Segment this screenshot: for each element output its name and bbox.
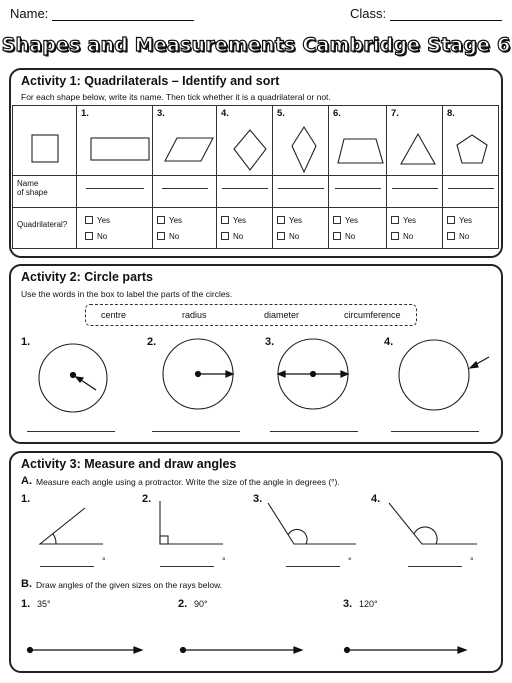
right-angle-mark [160,536,168,544]
triangle-shape [401,134,435,164]
circle-label-4: 4. [384,336,394,348]
square-shape [32,135,58,162]
circle-label-3: 3. [265,336,275,348]
circumference-arrowhead [470,362,478,368]
ray-arrowhead-2 [294,647,302,653]
shape-cell: 4. [217,106,273,176]
draw-label-2: 2. [178,598,188,610]
yes-checkbox[interactable]: Yes [447,214,494,226]
ray-arrowhead-3 [458,647,466,653]
word-radius: radius [182,310,207,320]
yes-checkbox[interactable]: Yes [391,214,438,226]
shape-cell: 1. [77,106,153,176]
angle-label-1: 1. [21,493,31,505]
parallelogram-shape [165,138,213,161]
circle-label-2: 2. [147,336,157,348]
diameter-arrowhead-right [341,371,348,377]
name-row-label: Name of shape [13,176,77,208]
rectangle-shape [91,138,149,160]
angle-1-arc [53,534,56,544]
angle-4 [389,503,477,544]
activity3-title: Activity 3: Measure and draw angles [21,457,237,471]
partA-instruction: Measure each angle using a protractor. Write the size of the angle in degrees (°). [36,477,340,487]
degree-1: ° [102,556,106,566]
angle-label-3: 3. [253,493,263,505]
pentagon-shape [457,135,487,163]
partB-instruction: Draw angles of the given sizes on the rays below. [36,580,223,590]
no-checkbox[interactable]: No [221,230,268,242]
draw-label-1: 1. [21,598,31,610]
class-label: Class: [350,6,387,21]
shape-cell: 8. [443,106,499,176]
ray-arrowhead-1 [134,647,142,653]
draw-angle-1: 35° [37,599,51,609]
yes-checkbox[interactable]: Yes [333,214,382,226]
angle-4-arc [414,527,437,544]
word-centre: centre [101,310,127,320]
no-checkbox[interactable]: No [277,230,324,242]
diameter-arrowhead-left [278,371,285,377]
angle-3-arc [288,529,307,544]
no-checkbox[interactable]: No [85,230,144,242]
partA-letter: A. [21,475,32,487]
word-circumference: circumference [344,310,401,320]
draw-angle-3: 120° [359,599,378,609]
draw-label-3: 3. [343,598,353,610]
shape-cell: 5. [273,106,329,176]
degree-3: ° [348,556,352,566]
activity1-title: Activity 1: Quadrilaterals – Identify and sort [21,74,280,88]
worksheet-title: Shapes and Measurements Cambridge Stage 6 [1,34,511,56]
shape-cell: 3. [153,106,217,176]
trapezium-shape [338,139,383,163]
angle-label-2: 2. [142,493,152,505]
shape-cell: 6. [329,106,387,176]
circle-4 [399,340,469,410]
radius-arrowhead [226,371,233,377]
yes-checkbox[interactable]: Yes [85,214,144,226]
word-diameter: diameter [264,310,300,320]
yes-checkbox[interactable]: Yes [221,214,268,226]
yes-checkbox[interactable]: Yes [157,214,212,226]
activity2-title: Activity 2: Circle parts [21,270,153,284]
no-checkbox[interactable]: No [447,230,494,242]
activity2-instruction: Use the words in the box to label the parts of the circles. [21,289,233,299]
draw-angle-2: 90° [194,599,208,609]
degree-2: ° [222,556,226,566]
shape-cell: 7. [387,106,443,176]
circle-label-1: 1. [21,336,31,348]
activity1-instruction: For each shape below, write its name. Then tick whether it is a quadrilateral or not. [21,92,331,102]
centre-dot-1 [71,373,76,378]
degree-4: ° [470,556,474,566]
angle-1 [40,508,103,544]
angle-label-4: 4. [371,493,381,505]
yes-checkbox[interactable]: Yes [277,214,324,226]
angle-2 [160,501,223,544]
partB-letter: B. [21,578,32,590]
quad-row-label: Quadrilateral? [13,208,77,249]
angle-3 [268,503,356,544]
no-checkbox[interactable]: No [391,230,438,242]
no-checkbox[interactable]: No [333,230,382,242]
name-label: Name: [10,6,49,21]
kite-shape [292,127,316,172]
rhombus-shape [234,130,266,170]
no-checkbox[interactable]: No [157,230,212,242]
